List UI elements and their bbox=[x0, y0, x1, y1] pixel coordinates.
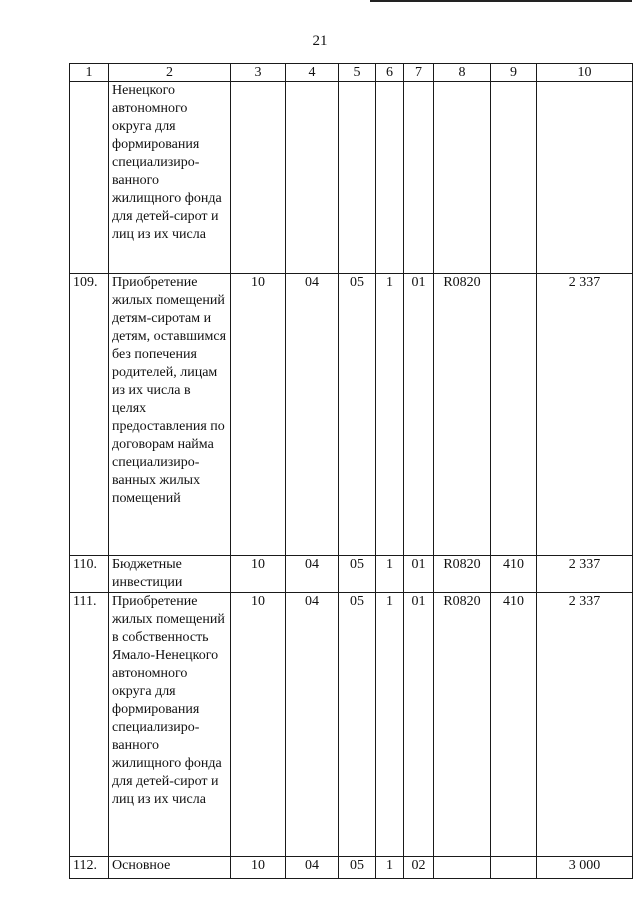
col-6: 1 bbox=[376, 857, 404, 879]
col-9 bbox=[491, 857, 537, 879]
row-name bbox=[109, 274, 231, 556]
col-3: 10 bbox=[231, 556, 286, 593]
col-7: 01 bbox=[404, 593, 434, 857]
page-number: 21 bbox=[312, 33, 328, 49]
header-cell: 1 bbox=[70, 64, 109, 82]
col-9: 410 bbox=[491, 556, 537, 593]
col-7: 01 bbox=[404, 556, 434, 593]
col-4: 04 bbox=[286, 556, 339, 593]
row-name-text: Бюджетные инвестиции bbox=[112, 557, 183, 590]
row-name-text: Ненецкого автономного округа для формирования специализиро-ванного жилищного фонда для детей-сирот и лиц из их числа bbox=[112, 83, 222, 242]
col-10 bbox=[537, 82, 633, 274]
header-cell: 5 bbox=[339, 64, 376, 82]
header-cell: 8 bbox=[434, 64, 491, 82]
col-7: 02 bbox=[404, 857, 434, 879]
table-row bbox=[70, 556, 633, 593]
col-3: 10 bbox=[231, 593, 286, 857]
col-9: 410 bbox=[491, 593, 537, 857]
col-8: R0820 bbox=[434, 593, 491, 857]
header-cell: 10 bbox=[537, 64, 633, 82]
col-8: R0820 bbox=[434, 274, 491, 556]
col-5: 05 bbox=[339, 857, 376, 879]
col-6: 1 bbox=[376, 593, 404, 857]
row-name bbox=[109, 82, 231, 274]
table-row bbox=[70, 274, 633, 556]
col-4: 04 bbox=[286, 593, 339, 857]
col-7: 01 bbox=[404, 274, 434, 556]
col-5: 05 bbox=[339, 274, 376, 556]
header-cell: 2 bbox=[109, 64, 231, 82]
row-number: 110. bbox=[70, 556, 109, 593]
col-4: 04 bbox=[286, 274, 339, 556]
col-4 bbox=[286, 82, 339, 274]
row-number: 111. bbox=[70, 593, 109, 857]
row-name bbox=[109, 556, 231, 593]
header-cell: 4 bbox=[286, 64, 339, 82]
col-5 bbox=[339, 82, 376, 274]
top-rule bbox=[370, 0, 632, 2]
col-10: 2 337 bbox=[537, 556, 633, 593]
row-number: 112. bbox=[70, 857, 109, 879]
row-name bbox=[109, 857, 231, 879]
col-4: 04 bbox=[286, 857, 339, 879]
header-cell: 9 bbox=[491, 64, 537, 82]
table-row bbox=[70, 82, 633, 274]
table-row bbox=[70, 857, 633, 879]
header-row bbox=[70, 64, 633, 82]
col-6: 1 bbox=[376, 556, 404, 593]
col-3: 10 bbox=[231, 274, 286, 556]
col-3 bbox=[231, 82, 286, 274]
budget-table bbox=[69, 63, 633, 879]
col-3: 10 bbox=[231, 857, 286, 879]
table-row bbox=[70, 593, 633, 857]
col-7 bbox=[404, 82, 434, 274]
header-cell: 6 bbox=[376, 64, 404, 82]
col-8 bbox=[434, 857, 491, 879]
row-number bbox=[70, 82, 109, 274]
col-8: R0820 bbox=[434, 556, 491, 593]
col-8 bbox=[434, 82, 491, 274]
col-10: 2 337 bbox=[537, 274, 633, 556]
row-name bbox=[109, 593, 231, 857]
header-cell: 3 bbox=[231, 64, 286, 82]
header-cell: 7 bbox=[404, 64, 434, 82]
col-10: 2 337 bbox=[537, 593, 633, 857]
col-6: 1 bbox=[376, 274, 404, 556]
col-9 bbox=[491, 82, 537, 274]
row-number: 109. bbox=[70, 274, 109, 556]
col-10: 3 000 bbox=[537, 857, 633, 879]
col-9 bbox=[491, 274, 537, 556]
row-name-text: Основное bbox=[112, 858, 171, 873]
row-name-text: Приобретение жилых помещений детям-сиротам и детям, оставшимся без попечения родителей, лицам из их числа в целях предоставления по договорам найма специализиро-ванных жилых помещений bbox=[112, 275, 227, 506]
col-5: 05 bbox=[339, 593, 376, 857]
row-name-text: Приобретение жилых помещений в собственность Ямало-Ненецкого автономного округа для формирования специализиро-ванного жилищного фонда для детей-сирот и лиц из их числа bbox=[112, 594, 225, 807]
col-6 bbox=[376, 82, 404, 274]
col-5: 05 bbox=[339, 556, 376, 593]
